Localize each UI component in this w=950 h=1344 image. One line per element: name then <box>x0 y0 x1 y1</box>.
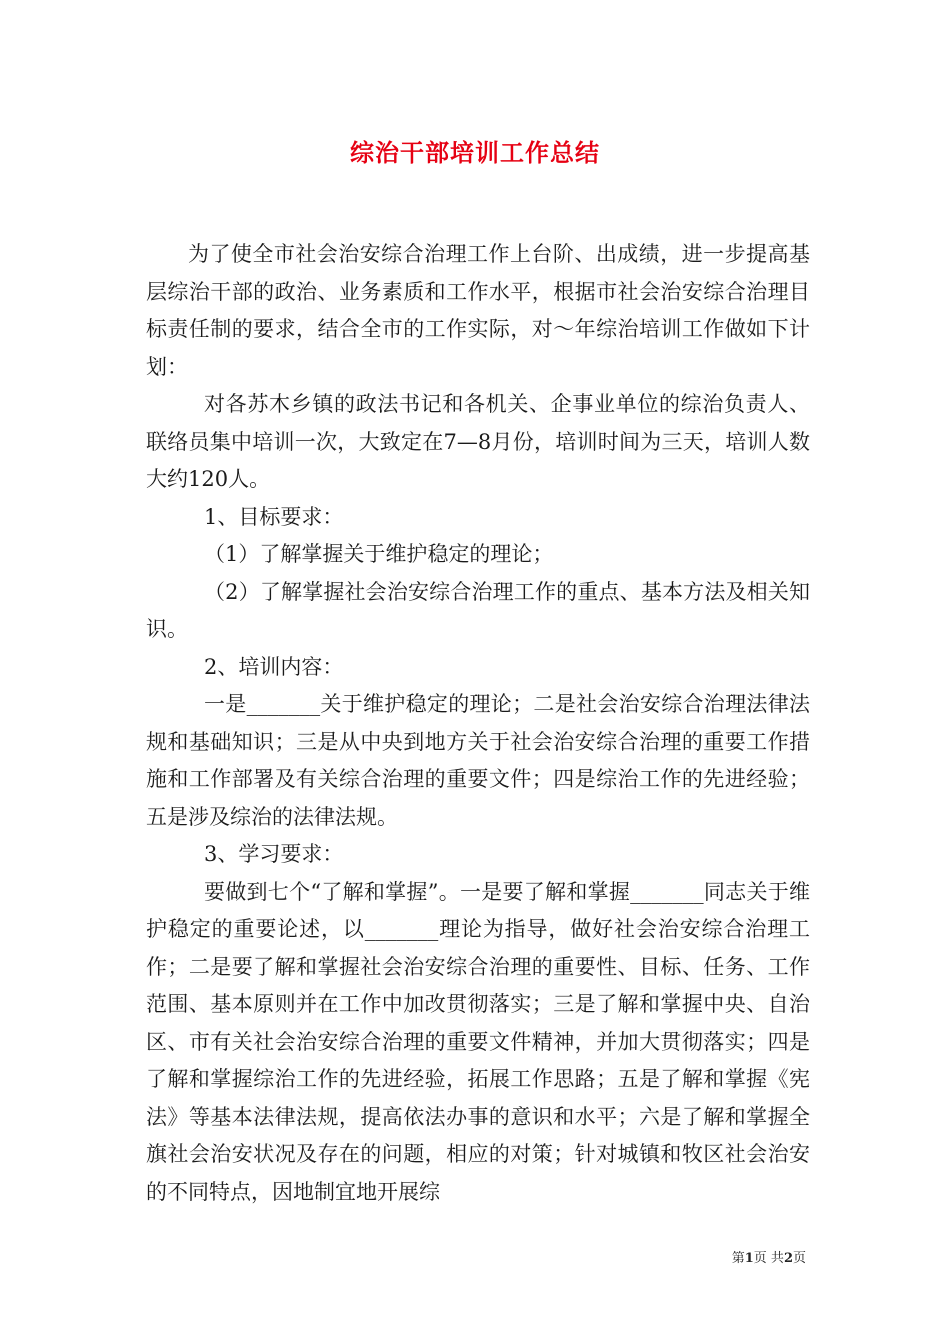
paragraph-training-plan: 对各苏木乡镇的政法书记和各机关、企事业单位的综治负责人、联络员集中培训一次，大致定在7—8月份，培训时间为三天，培训人数大约120人。 <box>146 392 810 491</box>
footer-suffix: 页 <box>792 1251 806 1266</box>
page-number-footer <box>732 1247 806 1266</box>
paragraph-study: 要做到七个“了解和掌握”。一是要了解和掌握_______同志关于维护稳定的重要论述，以_______理论为指导，做好社会治安综合治理工作；二是要了解和掌握社会治安综合治理的重要性、目标、任务、工作范围、基本原则并在工作中加改贯彻落实；三是了解和掌握中央、自治区、市有关社会治安综合治理的重要文件精神，并加大贯彻落实；四是了解和掌握综治工作的先进经验，拓展工作思路；五是了解和掌握《宪法》等基本法律法规，提高依法办事的意识和水平；六是了解和掌握全旗社会治安状况及存在的问题，相应的对策；针对城镇和牧区社会治安的不同特点，因地制宜地开展综 <box>146 879 810 1204</box>
heading-content: 2、培训内容： <box>204 654 344 679</box>
document-body <box>146 236 810 1211</box>
paragraph-content: 一是_______关于维护稳定的理论；二是社会治安综合治理法律法规和基础知识；三是从中央到地方关于社会治安综合治理的重要工作措施和工作部署及有关综合治理的重要文件；四是综治工作的先进经验；五是涉及综治的法律法规。 <box>146 692 810 829</box>
footer-total: 2 <box>783 1251 793 1266</box>
goal-item-1: （1）了解掌握关于维护稳定的理论； <box>204 542 554 566</box>
paragraph-intro: 为了使全市社会治安综合治理工作上台阶、出成绩，进一步提高基层综治干部的政治、业务素质和工作水平，根据市社会治安综合治理目标责任制的要求，结合全市的工作实际，对～年综治培训工作做如下计划： <box>146 242 810 379</box>
footer-page: 1 <box>744 1251 754 1266</box>
document-title: 综治干部培训工作总结 <box>350 139 600 167</box>
footer-prefix: 第 <box>731 1251 745 1266</box>
heading-goals: 1、目标要求： <box>204 504 344 529</box>
footer-middle: 页 共 <box>753 1251 784 1266</box>
heading-study: 3、学习要求： <box>204 842 344 866</box>
goal-item-2: （2）了解掌握社会治安综合治理工作的重点、基本方法及相关知识。 <box>146 579 810 641</box>
